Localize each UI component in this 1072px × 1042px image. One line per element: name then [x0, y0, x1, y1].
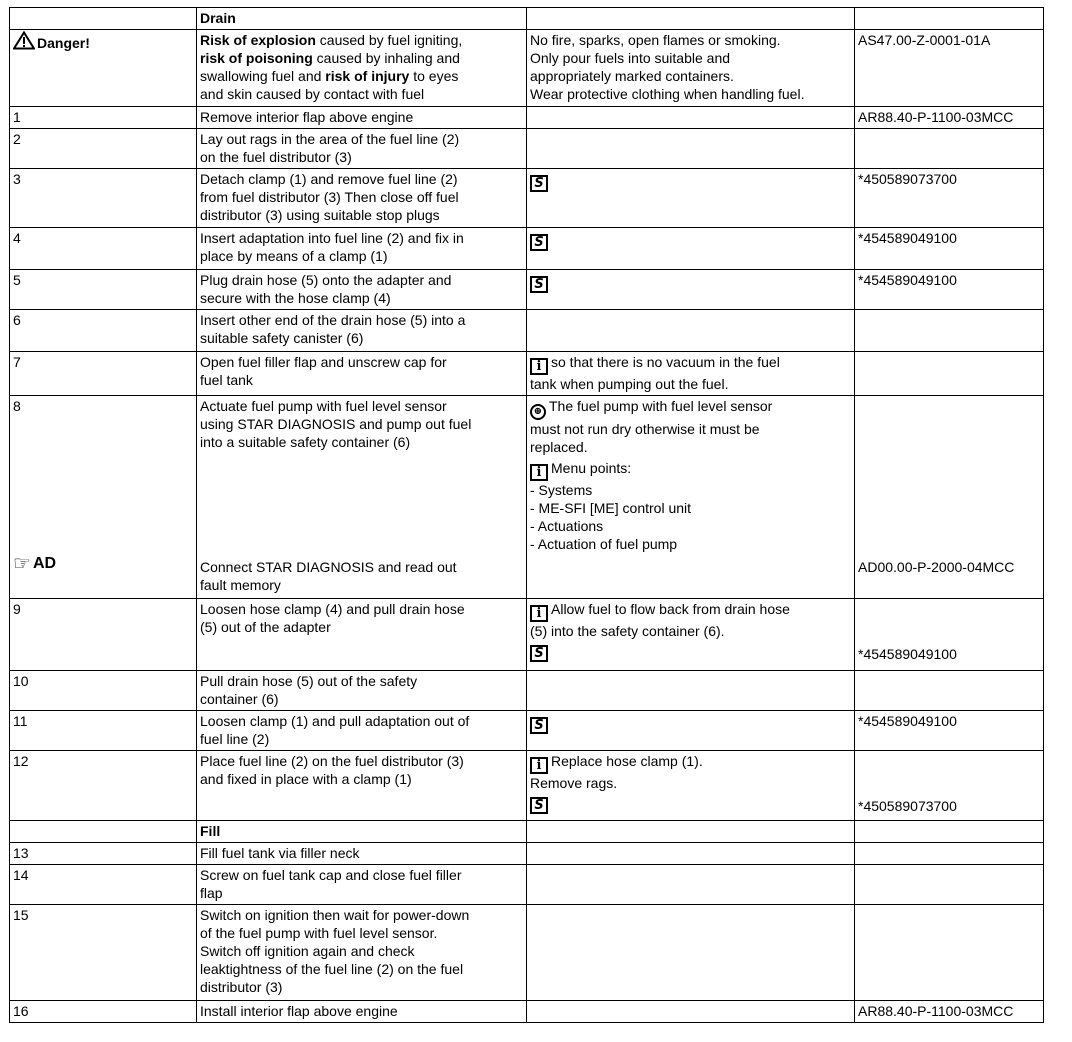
- step-number: 1: [10, 107, 197, 129]
- table-row: [10, 107, 1044, 129]
- special-tool-icon: [530, 276, 548, 293]
- section-title-drain: Drain: [197, 8, 527, 30]
- danger-measures: No fire, sparks, open flames or smoking. Only pour fuels into suitable and appropriately marked containers. Wear protective clothing when handling fuel.: [527, 30, 855, 107]
- danger-label: Danger!: [37, 35, 90, 51]
- step-text: Loosen clamp (1) and pull adaptation out of fuel line (2): [197, 711, 527, 751]
- step-text: Install interior flap above engine: [197, 1001, 527, 1023]
- table-row: [10, 1001, 1044, 1023]
- table-row: [10, 599, 1044, 671]
- step-text: Detach clamp (1) and remove fuel line (2) from fuel distributor (3) Then close off fuel distributor (3) using suitable stop plugs: [197, 169, 527, 228]
- step-ref: AR88.40-P-1100-03MCC: [855, 1001, 1044, 1023]
- table-row: [10, 711, 1044, 751]
- table-row: [10, 751, 1044, 821]
- info-icon: [530, 605, 548, 622]
- step-text: Actuate fuel pump with fuel level sensor using STAR DIAGNOSIS and pump out fuel into a suitable safety container (6) Connect STAR DIAGNOSIS and read out fault memory: [197, 396, 527, 599]
- step-text: Screw on fuel tank cap and close fuel filler flap: [197, 865, 527, 905]
- step-ref: *454589049100: [855, 711, 1044, 751]
- step-text: Remove interior flap above engine: [197, 107, 527, 129]
- step-note: iAllow fuel to flow back from drain hose (5) into the safety container (6). S: [527, 599, 855, 671]
- step-number: 16: [10, 1001, 197, 1023]
- step-ref: *450589073700: [858, 798, 957, 814]
- table-row: [10, 270, 1044, 310]
- step-number: 11: [10, 711, 197, 751]
- table-row: [10, 169, 1044, 228]
- info-icon: [530, 358, 548, 375]
- step-number: 10: [10, 671, 197, 711]
- step-number: 15: [10, 905, 197, 1001]
- step-number: 14: [10, 865, 197, 905]
- special-tool-icon: [530, 645, 548, 662]
- step-text: Plug drain hose (5) onto the adapter and secure with the hose clamp (4): [197, 270, 527, 310]
- special-tool-icon: [530, 234, 548, 251]
- danger-ref: AS47.00-Z-0001-01A: [855, 30, 1044, 107]
- step-note: ⊕The fuel pump with fuel level sensor must not run dry otherwise it must be replaced. iMenu points: - Systems - ME-SFI [ME] control unit - Actuations - Actuation of fuel pump: [527, 396, 855, 599]
- section-title-fill: Fill: [197, 821, 527, 843]
- special-tool-icon: [530, 717, 548, 734]
- step-text: Insert adaptation into fuel line (2) and fix in place by means of a clamp (1): [197, 228, 527, 270]
- step-text: Place fuel line (2) on the fuel distributor (3) and fixed in place with a clamp (1): [197, 751, 527, 821]
- step-text: Loosen hose clamp (4) and pull drain hose (5) out of the adapter: [197, 599, 527, 671]
- step-text: Fill fuel tank via filler neck: [197, 843, 527, 865]
- info-icon: [530, 757, 548, 774]
- step-number: 7: [10, 352, 197, 396]
- pointing-hand-icon: ☞: [13, 553, 31, 575]
- step-ref: *450589073700: [855, 169, 1044, 228]
- warning-triangle-icon: [13, 31, 35, 54]
- section-row-drain: [10, 8, 1044, 30]
- table-row: [10, 843, 1044, 865]
- table-row: [10, 228, 1044, 270]
- special-tool-icon: [530, 797, 548, 814]
- ad-reference: ☞ AD: [13, 553, 57, 575]
- step-ref: *454589049100: [855, 228, 1044, 270]
- step-number: 9: [10, 599, 197, 671]
- step-ref: AD00.00-P-2000-04MCC: [858, 559, 1015, 575]
- danger-row: [10, 30, 1044, 107]
- step-number: 4: [10, 228, 197, 270]
- step-text: Pull drain hose (5) out of the safety container (6): [197, 671, 527, 711]
- step-text: Open fuel filler flap and unscrew cap for fuel tank: [197, 352, 527, 396]
- step-number: 6: [10, 310, 197, 352]
- table-row: [10, 396, 1044, 599]
- info-icon: [530, 464, 548, 481]
- step-number: 3: [10, 169, 197, 228]
- step-ref: *454589049100: [858, 646, 957, 662]
- section-row-fill: [10, 821, 1044, 843]
- table-row: [10, 865, 1044, 905]
- step-number: 2: [10, 129, 197, 169]
- step-number: 8: [13, 398, 21, 414]
- danger-hazard: Risk of explosion caused by fuel igniting, risk of poisoning caused by inhaling and swallowing fuel and risk of injury to eyes and skin caused by contact with fuel: [197, 30, 527, 107]
- step-number: 5: [10, 270, 197, 310]
- step-note: iReplace hose clamp (1). Remove rags. S: [527, 751, 855, 821]
- table-row: [10, 905, 1044, 1001]
- table-row: [10, 310, 1044, 352]
- step-ref: AR88.40-P-1100-03MCC: [855, 107, 1044, 129]
- table-row: [10, 129, 1044, 169]
- procedure-table: [9, 7, 1044, 1023]
- step-number: 13: [10, 843, 197, 865]
- table-row: [10, 671, 1044, 711]
- environment-note-icon: [530, 404, 546, 420]
- special-tool-icon: [530, 175, 548, 192]
- step-text: Switch on ignition then wait for power-down of the fuel pump with fuel level sensor. Switch off ignition again and check leaktightness of the fuel line (2) on the fuel distributor (3): [197, 905, 527, 1001]
- step-ref: *454589049100: [855, 270, 1044, 310]
- step-text: Insert other end of the drain hose (5) into a suitable safety canister (6): [197, 310, 527, 352]
- step-number: 12: [10, 751, 197, 821]
- step-note: iso that there is no vacuum in the fuel tank when pumping out the fuel.: [527, 352, 855, 396]
- table-row: [10, 352, 1044, 396]
- step-text: Lay out rags in the area of the fuel line (2) on the fuel distributor (3): [197, 129, 527, 169]
